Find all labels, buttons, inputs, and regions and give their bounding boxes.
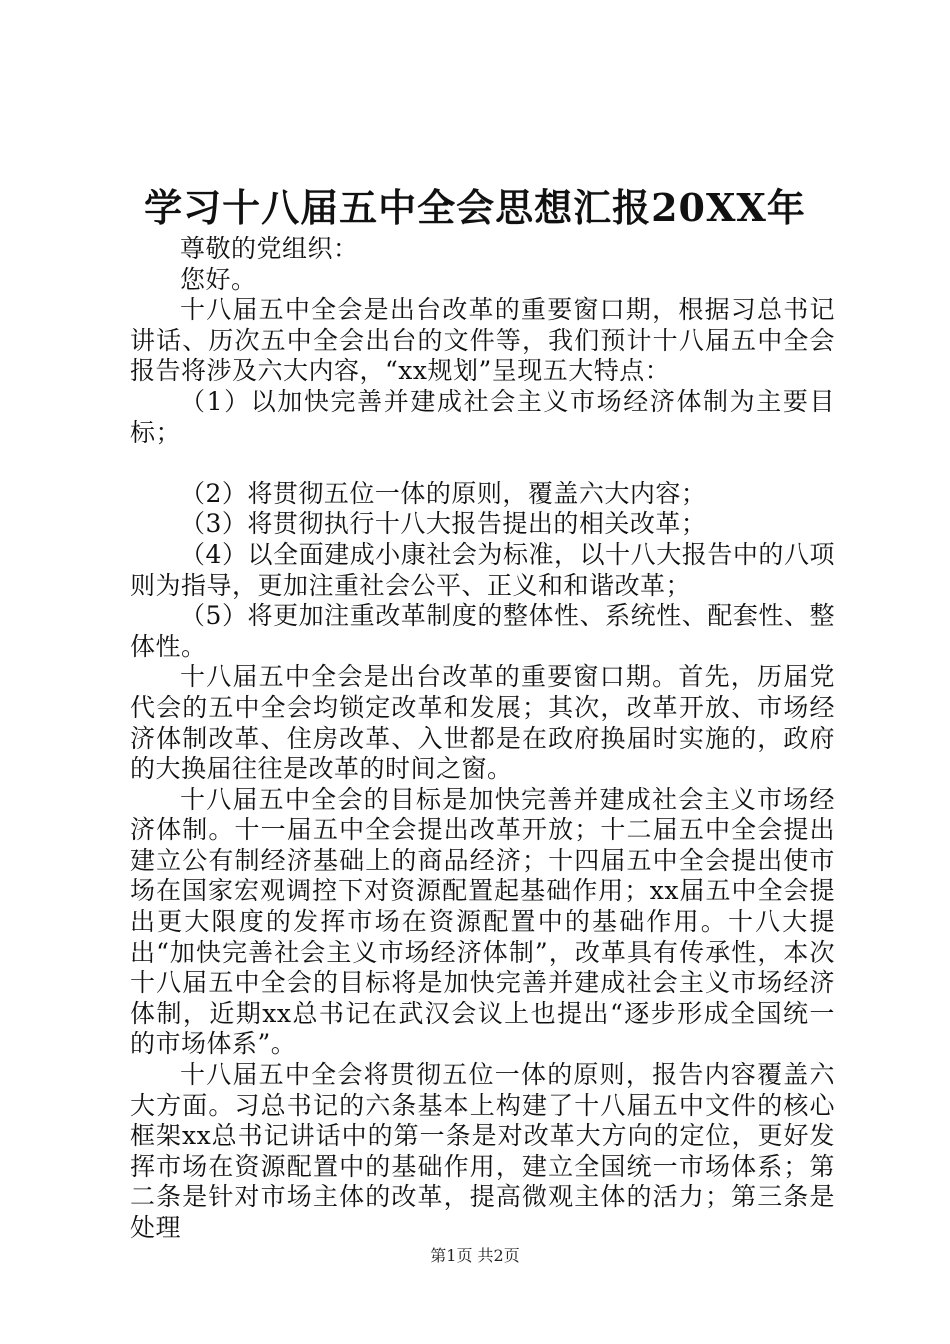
list-item-3: （3）将贯彻执行十八大报告提出的相关改革； <box>180 509 707 539</box>
body-paragraph: 十八届五中全会的目标是加快完善并建成社会主义市场经济体制。十一届五中全会提出改革开放；十二届五中全会提出建立公有制经济基础上的商品经济；十四届五中全会提出使市场在国家宏观调控下对资源配置起基础作用；xx届五中全会提出更大限度的发挥市场在资源配置中的基础作用。十八大提出“加快完善社会主义市场经济体制”，改革具有传承性，本次十八届五中全会的目标将是加快完善并建成社会主义市场经济体制，近期xx总书记在武汉会议上也提出“逐步形成全国统一的市场体系”。 <box>130 784 835 1059</box>
list-item-2: （2）将贯彻五位一体的原则，覆盖六大内容； <box>180 478 707 508</box>
document-title: 学习十八届五中全会思想汇报20XX年 <box>144 185 806 230</box>
greeting: 您好。 <box>180 264 257 294</box>
salutation: 尊敬的党组织： <box>180 234 359 263</box>
list-item-1: （1）以加快完善并建成社会主义市场经济体制为主要目标； <box>130 386 835 447</box>
body-paragraph: 十八届五中全会是出台改革的重要窗口期，根据习总书记讲话、历次五中全会出台的文件等，我们预计十八届五中全会报告将涉及六大内容，“xx规划”呈现五大特点： <box>130 295 835 386</box>
document-body <box>130 234 835 1244</box>
list-item-4: （4）以全面建成小康社会为标准，以十八大报告中的八项则为指导，更加注重社会公平、正义和和谐改革； <box>130 539 835 600</box>
page-number-footer: 第1页 共2页 <box>430 1246 520 1265</box>
list-item-5: （5）将更加注重改革制度的整体性、系统性、配套性、整体性。 <box>130 601 835 661</box>
body-paragraph: 十八届五中全会将贯彻五位一体的原则，报告内容覆盖六大方面。习总书记的六条基本上构建了十八届五中文件的核心框架xx总书记讲话中的第一条是对改革大方向的定位，更好发挥市场在资源配置中的基础作用，建立全国统一市场体系；第二条是针对市场主体的改革，提高微观主体的活力；第三条是处理 <box>130 1060 835 1242</box>
body-paragraph: 十八届五中全会是出台改革的重要窗口期。首先，历届党代会的五中全会均锁定改革和发展；其次，改革开放、市场经济体制改革、住房改革、入世都是在政府换届时实施的，政府的大换届往往是改革的时间之窗。 <box>130 662 835 784</box>
